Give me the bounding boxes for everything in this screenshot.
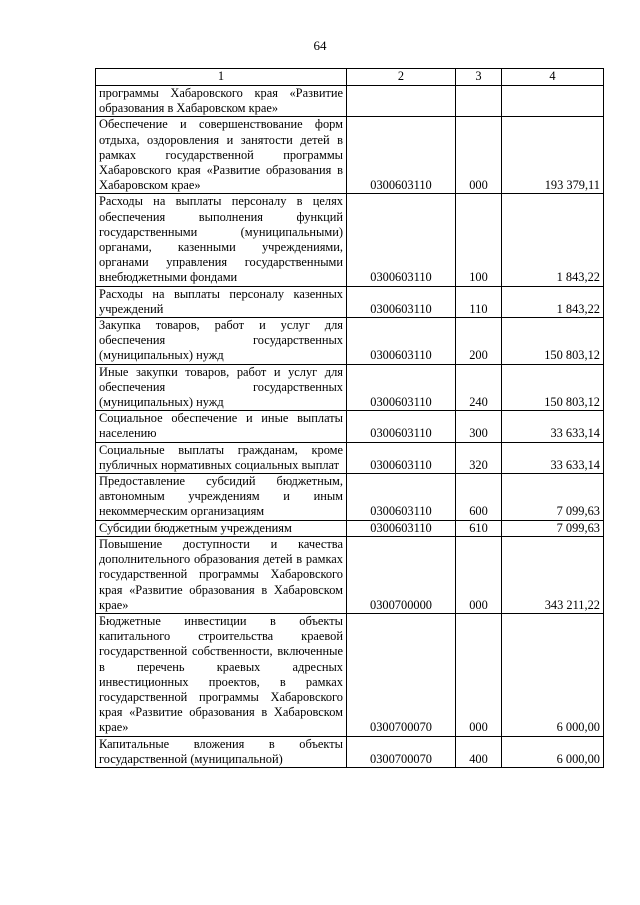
row-sum: 1 843,22	[502, 286, 604, 317]
row-code: 0300603110	[347, 411, 456, 442]
table-row	[96, 117, 604, 194]
row-name: Капитальные вложения в объекты государственной (муниципальной)	[96, 736, 347, 767]
row-sum: 343 211,22	[502, 536, 604, 613]
row-sum: 33 633,14	[502, 442, 604, 473]
header-row	[96, 69, 604, 86]
row-type: 240	[456, 364, 502, 411]
row-type	[456, 86, 502, 117]
row-code: 0300603110	[347, 194, 456, 286]
row-sum: 193 379,11	[502, 117, 604, 194]
row-code: 0300603110	[347, 442, 456, 473]
row-type: 400	[456, 736, 502, 767]
row-sum: 150 803,12	[502, 318, 604, 365]
table-row	[96, 442, 604, 473]
column-header-4: 4	[502, 69, 604, 86]
row-name: Расходы на выплаты персоналу казенных учреждений	[96, 286, 347, 317]
row-name: программы Хабаровского края «Развитие образования в Хабаровском крае»	[96, 86, 347, 117]
row-name: Предоставление субсидий бюджетным, автономным учреждениям и иным некоммерческим организациям	[96, 474, 347, 521]
row-sum: 1 843,22	[502, 194, 604, 286]
row-code: 0300603110	[347, 286, 456, 317]
row-code: 0300700070	[347, 736, 456, 767]
row-type: 300	[456, 411, 502, 442]
table-row	[96, 474, 604, 521]
row-name: Иные закупки товаров, работ и услуг для обеспечения государственных (муниципальных) нужд	[96, 364, 347, 411]
row-type: 100	[456, 194, 502, 286]
table-row	[96, 613, 604, 736]
table-row	[96, 286, 604, 317]
row-type: 000	[456, 536, 502, 613]
row-type: 610	[456, 520, 502, 536]
table-row	[96, 318, 604, 365]
table-row	[96, 86, 604, 117]
row-type: 320	[456, 442, 502, 473]
column-header-2: 2	[347, 69, 456, 86]
row-code: 0300603110	[347, 520, 456, 536]
row-name: Расходы на выплаты персоналу в целях обеспечения выполнения функций государственными (муниципальными) органами, казенными учреждениями, органами управления государственными внебюджетными фондами	[96, 194, 347, 286]
row-sum: 6 000,00	[502, 736, 604, 767]
row-sum: 6 000,00	[502, 613, 604, 736]
row-sum: 33 633,14	[502, 411, 604, 442]
column-header-3: 3	[456, 69, 502, 86]
table-row	[96, 520, 604, 536]
row-type: 200	[456, 318, 502, 365]
page-number: 64	[313, 38, 327, 53]
row-type: 110	[456, 286, 502, 317]
row-name: Повышение доступности и качества дополнительного образования детей в рамках государственной программы Хабаровского края «Развитие образования в Хабаровском крае»	[96, 536, 347, 613]
row-code: 0300603110	[347, 474, 456, 521]
table-row	[96, 736, 604, 767]
row-code: 0300603110	[347, 117, 456, 194]
row-name: Социальное обеспечение и иные выплаты населению	[96, 411, 347, 442]
row-sum: 7 099,63	[502, 520, 604, 536]
row-name: Социальные выплаты гражданам, кроме публичных нормативных социальных выплат	[96, 442, 347, 473]
table-row	[96, 194, 604, 286]
row-name: Обеспечение и совершенствование форм отдыха, оздоровления и занятости детей в рамках государственной программы Хабаровского края «Развитие образования в Хабаровском крае»	[96, 117, 347, 194]
row-name: Бюджетные инвестиции в объекты капитального строительства краевой государственной собственности, включенные в перечень краевых адресных инвестиционных проектов, в рамках государственной программы Хабаровского края «Развитие образования в Хабаровском крае»	[96, 613, 347, 736]
table-row	[96, 536, 604, 613]
row-type: 600	[456, 474, 502, 521]
row-sum: 7 099,63	[502, 474, 604, 521]
row-name: Субсидии бюджетным учреждениям	[96, 520, 347, 536]
row-name: Закупка товаров, работ и услуг для обеспечения государственных (муниципальных) нужд	[96, 318, 347, 365]
table-row	[96, 364, 604, 411]
row-code	[347, 86, 456, 117]
row-code: 0300700070	[347, 613, 456, 736]
row-sum: 150 803,12	[502, 364, 604, 411]
row-code: 0300603110	[347, 364, 456, 411]
row-code: 0300700000	[347, 536, 456, 613]
table-row	[96, 411, 604, 442]
row-type: 000	[456, 117, 502, 194]
row-sum	[502, 86, 604, 117]
column-header-1: 1	[96, 69, 347, 86]
row-code: 0300603110	[347, 318, 456, 365]
row-type: 000	[456, 613, 502, 736]
budget-table	[95, 68, 604, 768]
